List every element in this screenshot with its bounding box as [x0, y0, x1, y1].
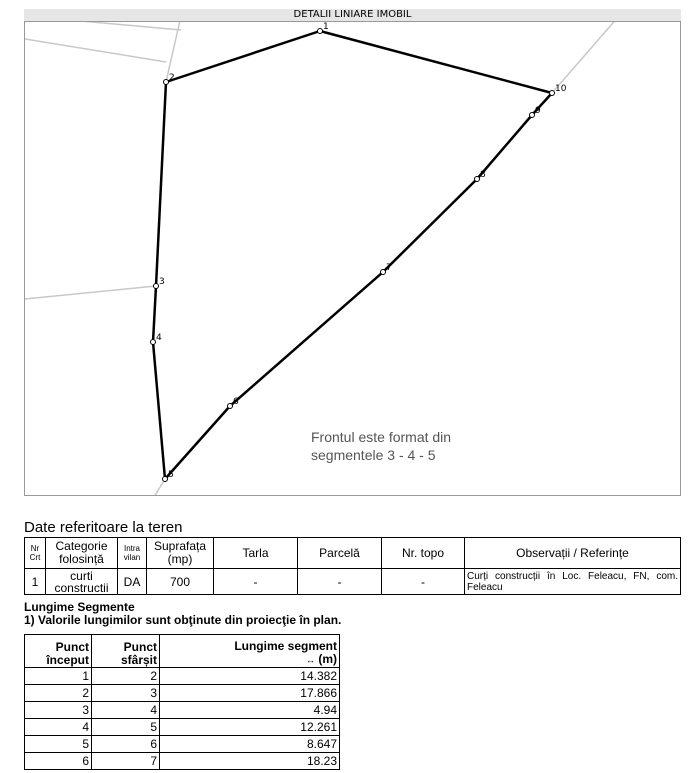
cell-tarla: - [214, 569, 298, 595]
boundary-segment-7-8 [383, 179, 477, 272]
cell-suprafata: 700 [147, 569, 214, 595]
land-table [24, 537, 681, 595]
segments-table [24, 634, 340, 770]
boundary-segment-4-5 [153, 342, 165, 479]
boundary-segment-1-2 [166, 31, 320, 82]
boundary-point-6[interactable] [228, 404, 233, 409]
segment-end-cell: 4 [92, 702, 160, 719]
boundary-point-3[interactable] [154, 284, 159, 289]
segment-length-cell: 12.261 [160, 719, 340, 736]
map-header: DETALII LINIARE IMOBIL [24, 9, 681, 21]
segment-row [25, 685, 340, 702]
land-section-title: Date referitoare la teren [24, 519, 183, 536]
boundary-point-1[interactable] [318, 29, 323, 34]
segments-subtitle: 1) Valorile lungimilor sunt obţinute din proiecţie în plan. [24, 613, 342, 627]
header-nr-topo: Nr. topo [382, 538, 465, 569]
header-lungime-segment: Lungime segment ↔ (m) [160, 635, 340, 668]
segment-start-cell: 1 [25, 668, 92, 685]
boundary-point-5[interactable] [163, 477, 168, 482]
segment-start-cell: 3 [25, 702, 92, 719]
point-label-4: 4 [156, 333, 162, 343]
boundary-point-10[interactable] [550, 91, 555, 96]
point-label-8: 8 [480, 170, 486, 180]
header-nr-crt: Nr Crt [25, 538, 46, 569]
cell-nr-topo: - [382, 569, 465, 595]
parcel-boundary [153, 31, 552, 479]
boundary-point-4[interactable] [151, 340, 156, 345]
header-punct-sfarsit: Punct sfârșit [92, 635, 160, 668]
boundary-segment-10-1 [320, 31, 552, 93]
segment-end-cell: 6 [92, 736, 160, 753]
map-note-line-2: segmentele 3 - 4 - 5 [311, 447, 436, 463]
boundary-point-9[interactable] [530, 113, 535, 118]
segment-start-cell: 2 [25, 685, 92, 702]
segment-start-cell: 5 [25, 736, 92, 753]
map-note [311, 428, 511, 464]
cell-parcela: - [298, 569, 382, 595]
header-categorie: Categorie folosință [46, 538, 118, 569]
boundary-point-7[interactable] [381, 270, 386, 275]
cell-intravilan: DA [118, 569, 147, 595]
segment-length-cell: 14.382 [160, 668, 340, 685]
segments-title-block [24, 601, 341, 627]
parcel-drawing [25, 22, 681, 496]
boundary-segment-5-6 [165, 406, 230, 479]
boundary-segment-2-3 [156, 82, 166, 286]
segment-end-cell: 3 [92, 685, 160, 702]
segment-end-cell: 2 [92, 668, 160, 685]
segment-row [25, 736, 340, 753]
header-tarla: Tarla [214, 538, 298, 569]
segment-length-cell: 4.94 [160, 702, 340, 719]
segment-start-cell: 6 [25, 753, 92, 770]
segment-row [25, 702, 340, 719]
header-punct-inceput: Punct început [25, 635, 92, 668]
land-row [25, 569, 681, 595]
boundary-segment-6-7 [230, 272, 383, 406]
point-label-7: 7 [386, 263, 392, 273]
point-label-3: 3 [159, 277, 165, 287]
point-label-5: 5 [168, 470, 174, 480]
neighbour-lines [25, 22, 619, 496]
segment-row [25, 753, 340, 770]
segments-header-row [25, 635, 340, 668]
map-note-line-1: Frontul este format din [311, 429, 452, 445]
point-label-9: 9 [535, 106, 541, 116]
boundary-point-2[interactable] [164, 80, 169, 85]
cell-categorie: curti constructii [46, 569, 118, 595]
segment-row [25, 668, 340, 685]
segment-end-cell: 5 [92, 719, 160, 736]
header-observatii: Observații / Referințe [465, 538, 681, 569]
cell-nr: 1 [25, 569, 46, 595]
segment-end-cell: 7 [92, 753, 160, 770]
land-header-row [25, 538, 681, 569]
segment-length-cell: 8.647 [160, 736, 340, 753]
segment-start-cell: 4 [25, 719, 92, 736]
header-intravilan: Intra vilan [118, 538, 147, 569]
parcel-map[interactable] [24, 21, 681, 496]
segment-length-cell: 17.866 [160, 685, 340, 702]
header-suprafata: Suprafața (mp) [147, 538, 214, 569]
length-arrow-icon: ↔ [305, 655, 315, 665]
segment-length-cell: 18.23 [160, 753, 340, 770]
point-label-10: 10 [555, 84, 567, 94]
header-parcela: Parcelă [298, 538, 382, 569]
segment-row [25, 719, 340, 736]
point-label-2: 2 [169, 73, 175, 83]
boundary-point-8[interactable] [475, 177, 480, 182]
point-label-6: 6 [233, 397, 239, 407]
segments-title: Lungime Segmente [24, 600, 135, 614]
cell-observatii: Curți construcții în Loc. Feleacu, FN, com. Feleacu [465, 569, 681, 595]
point-label-1: 1 [323, 22, 329, 32]
